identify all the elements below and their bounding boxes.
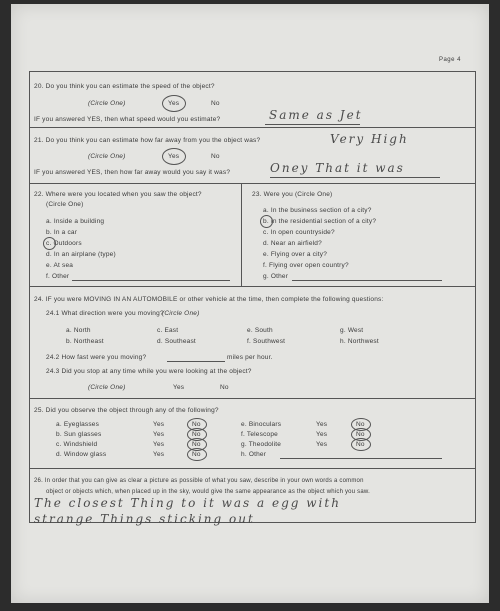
q24-2-text: 24.2 How fast were you moving? [46,354,147,361]
q22-option-b: b. In a car [46,229,78,236]
questionnaire-form [29,71,476,526]
q20-circle-one: (Circle One) [88,100,126,107]
q25-g-no: No [356,441,365,448]
q25-item-g: g. Theodolite [241,441,282,448]
q24-text: 24. IF you were MOVING IN AN AUTOMOBILE or other vehicle at the time, then complete the following questions: [34,296,384,303]
q25-b-yes: Yes [153,431,165,438]
q22-option-c-circle-mark [43,237,56,250]
q21-yes-circle-mark [162,148,186,165]
q23-option-b-circle-mark [260,215,273,228]
q22-option-a: a. Inside a building [46,218,105,225]
q25-d-no-circle-mark [187,448,207,461]
q25-d-yes: Yes [153,451,165,458]
direction-e: e. South [247,327,273,334]
q20-text: 20. Do you think you can estimate the speed of the object? [34,83,215,90]
direction-b: b. Northeast [66,338,104,345]
q22-other-line [72,280,230,281]
q24-1-circle-one: (Circle One) [162,310,200,317]
q23-option-d: d. Near an airfield? [263,240,322,247]
q23-option-a: a. In the business section of a city? [263,207,372,214]
q25-item-b: b. Sun glasses [56,431,102,438]
q25-a-yes: Yes [153,421,165,428]
q22-option-d: d. In an airplane (type) [46,251,116,258]
q24-2-speed-line [167,361,225,362]
q25-other-line [280,458,442,459]
q21-handwritten-answer: Oney That it was [270,161,405,175]
q24-3-yes: Yes [173,384,185,391]
q20-yes: Yes [168,100,180,107]
q20-no: No [211,100,220,107]
q25-f-yes: Yes [316,431,328,438]
q22-text: 22. Where were you located when you saw the object? [34,191,202,198]
q20-followup: IF you answered YES, then what speed would you estimate? [34,116,221,123]
question-22-23 [30,183,475,287]
question-21 [30,127,475,184]
q25-g-no-circle-mark [351,438,371,451]
q25-d-no: No [192,451,201,458]
q20-answer-line [265,124,360,125]
q24-3-text: 24.3 Did you stop at any time while you were looking at the object? [46,368,252,375]
q22-option-f: f. Other [46,273,70,280]
q22-option-c: c. Outdoors [46,240,82,247]
q21-handwritten-note: Very High [330,132,409,146]
q24-3-circle-one: (Circle One) [88,384,126,391]
q25-item-f: f. Telescope [241,431,278,438]
page-number: Page 4 [438,57,461,63]
q24-1-text: 24.1 What direction were you moving? [46,310,164,317]
q25-item-d: d. Window glass [56,451,107,458]
document-page [11,4,489,603]
q26-text-line1: 26. In order that you can give as clear a picture as possible of what you saw, describe in your own words a common [34,478,364,484]
direction-g: g. West [340,327,364,334]
q21-circle-one: (Circle One) [88,153,126,160]
q25-g-yes: Yes [316,441,328,448]
q23-other-line [292,280,442,281]
question-20 [30,72,475,128]
q23-option-e: e. Flying over a city? [263,251,328,258]
q25-f-no: No [356,431,365,438]
direction-h: h. Northwest [340,338,379,345]
q25-a-no: No [192,421,201,428]
question-26 [30,468,475,526]
q25-e-no: No [356,421,365,428]
q26-handwritten-line2: strange Things sticking out [34,512,255,526]
q25-c-no: No [192,441,201,448]
direction-c: c. East [157,327,179,334]
q26-handwritten-line1: The closest Thing to it was a egg with [34,496,341,510]
q25-b-no: No [192,431,201,438]
q25-item-e: e. Binoculars [241,421,282,428]
q23-option-b: b. In the residential section of a city? [263,218,377,225]
q21-answer-line [270,177,440,178]
q23-text: 23. Were you (Circle One) [252,191,333,198]
q24-3-no: No [220,384,229,391]
q21-followup: IF you answered YES, then how far away would you say it was? [34,169,231,176]
q23-option-g: g. Other [263,273,289,280]
q21-no: No [211,153,220,160]
q21-yes: Yes [168,153,180,160]
q23-option-f: f. Flying over open country? [263,262,349,269]
direction-f: f. Southwest [247,338,286,345]
question-24 [30,286,475,399]
q25-item-a: a. Eyeglasses [56,421,100,428]
q20-handwritten-answer: Same as Jet [269,108,363,122]
q21-text: 21. Do you think you can estimate how far away from you the object was? [34,137,261,144]
q25-item-h: h. Other [241,451,267,458]
q25-item-c: c. Windshield [56,441,98,448]
column-divider [241,183,242,286]
q26-text-line2: object or objects which, when placed up in the sky, would give the same appearance as the object which you saw. [46,489,370,495]
direction-a: a. North [66,327,91,334]
q25-text: 25. Did you observe the object through any of the following? [34,407,219,414]
q25-e-yes: Yes [316,421,328,428]
q23-option-c: c. In open countryside? [263,229,335,236]
q24-2-unit: miles per hour. [227,354,273,361]
question-25 [30,398,475,469]
q20-yes-circle-mark [162,95,186,112]
q25-c-yes: Yes [153,441,165,448]
direction-d: d. Southeast [157,338,196,345]
q22-option-e: e. At sea [46,262,74,269]
q22-circle-one: (Circle One) [46,201,84,208]
